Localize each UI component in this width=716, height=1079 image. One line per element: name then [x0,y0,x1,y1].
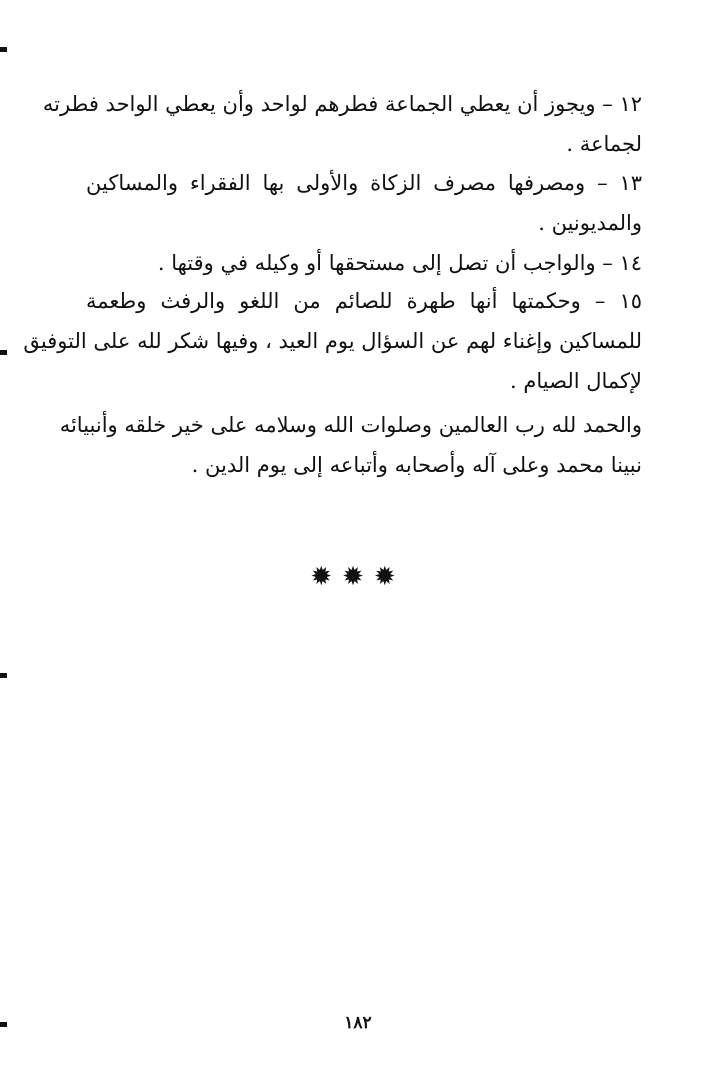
text-line: والحمد لله رب العالمين وصلوات الله وسلامه على خير خلقه وأنبيائه [59,413,642,437]
closing-paragraph [59,405,642,485]
scan-edge-mark [0,350,7,355]
paragraph-item-13 [86,163,642,243]
text-line: لجماعة . [566,132,642,156]
text-line: نبينا محمد وعلى آله وأصحابه وأتباعه إلى يوم الدين . [191,453,642,477]
scan-edge-mark [0,47,7,52]
text-line: ١٢ – ويجوز أن يعطي الجماعة فطرهم لواحد وأن يعطي الواحد فطرته [42,92,642,116]
paragraph-item-15 [23,281,642,401]
text-line: ١٤ – والواجب أن تصل إلى مستحقها أو وكيله في وقتها . [157,251,642,275]
text-line: ١٣ – ومصرفها مصرف الزكاة والأولى بها الفقراء والمساكين [86,171,642,195]
text-line: للمساكين وإغناء لهم عن السؤال يوم العيد ، وفيها شكر لله على التوفيق [23,329,642,353]
paragraph-item-14 [86,243,642,283]
page-number: ١٨٢ [344,1013,372,1033]
text-line: والمديونين . [538,211,642,235]
paragraph-item-12 [42,84,642,164]
scan-edge-mark [0,673,7,678]
text-line: لإكمال الصيام . [510,369,642,393]
text-line: ١٥ – وحكمتها أنها طهرة للصائم من اللغو والرفث وطعمة [86,289,642,313]
section-separator-stars: ✹✹✹ [310,562,406,592]
